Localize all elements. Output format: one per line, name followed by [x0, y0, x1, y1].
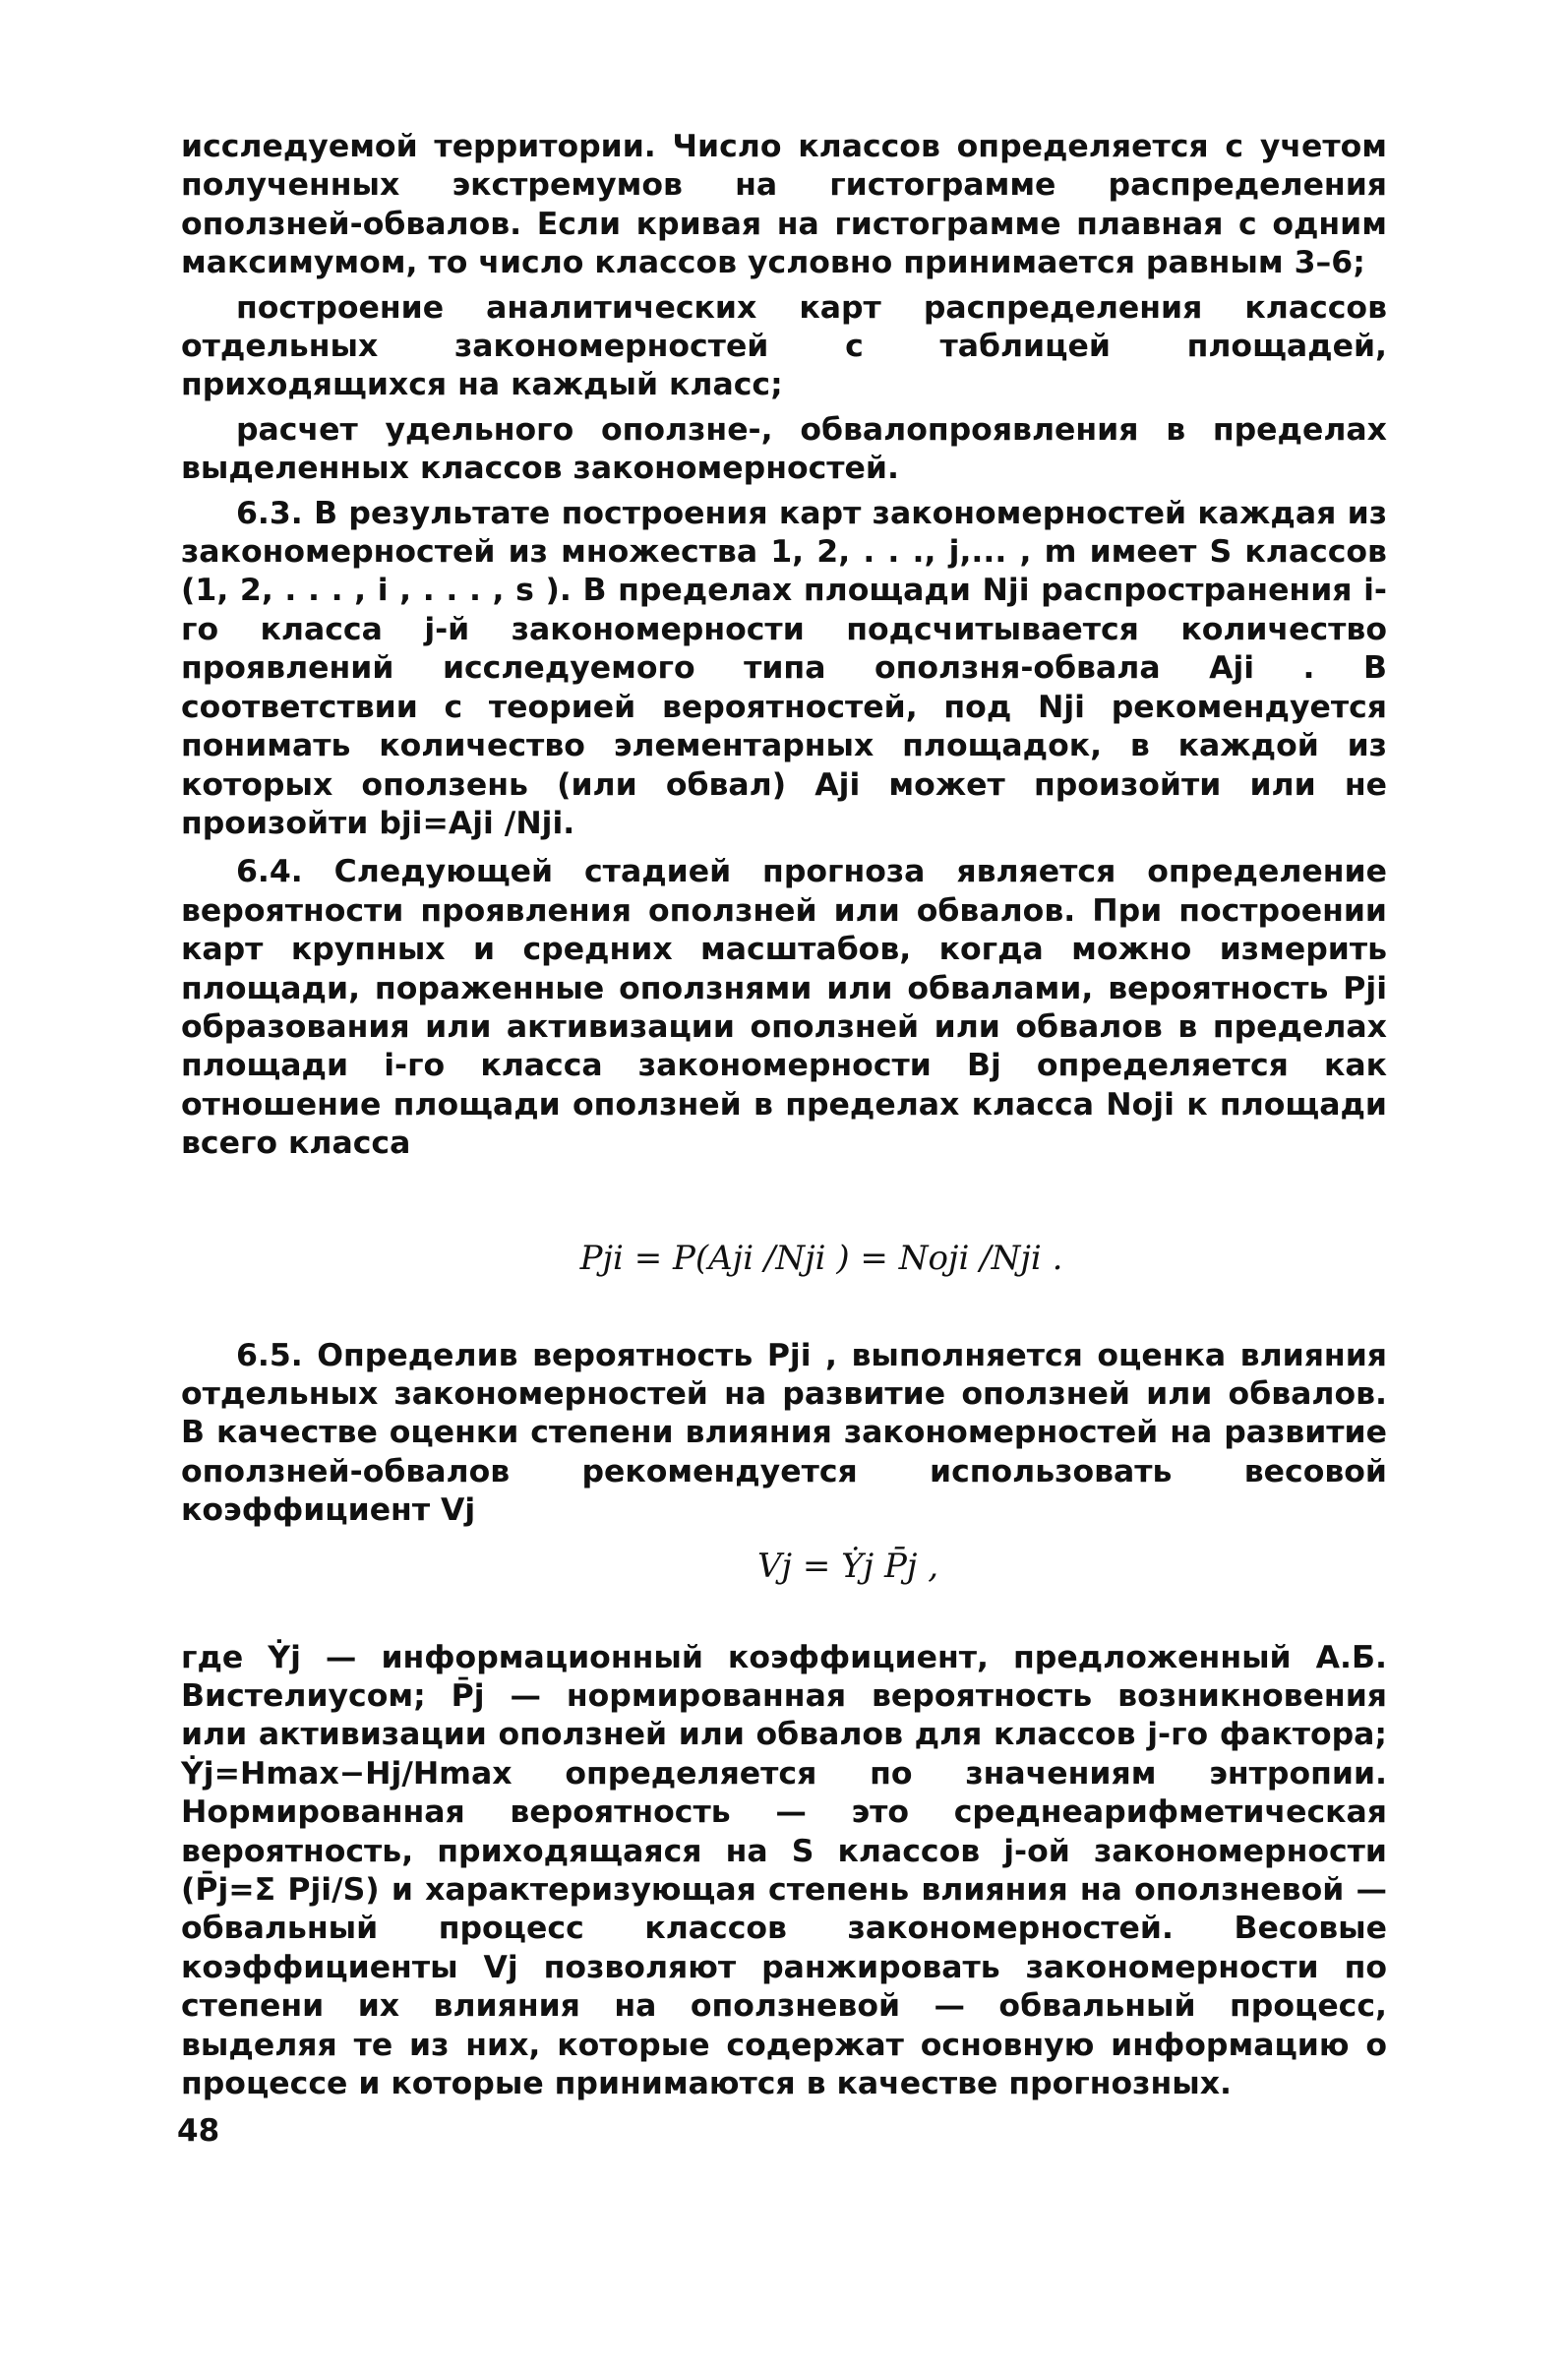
paragraph-6-4: 6.4. Следующей стадией прогноза является определение вероятности проявления оползней или обвалов. При построении карт крупных и средних масштабов, когда можно измерить площади, пораженные оползнями или обвалами, вероятность Pji образования или активизации оползней или обвалов в пределах площади i-го класса закономерности Bj определяется как отношение площади оползней в пределах класса Noji к площади всего класса [181, 854, 1387, 1162]
formula-probability: Pji = P(Aji /Nji ) = Noji /Nji . [579, 1238, 1063, 1278]
paragraph-6-5: 6.5. Определив вероятность Pji , выполняется оценка влияния отдельных закономерностей на развитие оползней или обвалов. В качестве оценки степени влияния закономерностей на развитие оползней-обвалов рекомендуется использовать весовой коэффициент Vj [181, 1337, 1387, 1529]
paragraph-maps: построение аналитических карт распределения классов отдельных закономерностей с таблицей площадей, приходящихся на каждый класс; [181, 289, 1387, 403]
paragraph-definitions: где Ẏj — информационный коэффициент, предложенный А.Б. Вистелиусом; P̄j — нормированная вероятность возникновения или активизации оползней или обвалов для классов j-го фактора; Ẏj=Hmax−Hj/Hmax определяется по значениям энтропии. Нормированная вероятность — это среднеарифметическая вероятность, приходящаяся на S классов j-ой закономерности (P̄j=Σ Pji/S) и характеризующая степень влияния на оползневой — обвальный процесс классов закономерностей. Весовые коэффициенты Vj позволяют ранжировать закономерности по степени их влияния на оползневой — обвальный процесс, выделяя те из них, которые содержат основную информацию о процессе и которые принимаются в качестве прогнозных. [181, 1639, 1387, 2102]
paragraph-intro: исследуемой территории. Число классов определяется с учетом полученных экстремумов на гистограмме распределения оползней-обвалов. Если кривая на гистограмме плавная с одним максимумом, то число классов условно принимается равным 3–6; [181, 129, 1387, 281]
paragraph-6-3: 6.3. В результате построения карт закономерностей каждая из закономерностей из множества 1, 2, . . ., j,... , m имеет S классов (1, 2, . . . , i , . . . , s ). В пределах площади Nji распространения i-го класса j-й закономерности подсчитывается количество проявлений исследуемого типа оползня-обвала Aji . В соответствии с теорией вероятностей, под Nji рекомендуется понимать количество элементарных площадок, в каждой из которых оползень (или обвал) Aji может произойти или не произойти bji=Aji /Nji. [181, 495, 1387, 841]
page-body [181, 128, 1387, 2103]
formula-weight: Vj = Ẏj P̄j , [756, 1546, 939, 1586]
paragraph-calculation: расчет удельного оползне-, обвалопроявления в пределах выделенных классов закономерностей. [181, 411, 1387, 487]
page-number: 48 [177, 2113, 220, 2149]
